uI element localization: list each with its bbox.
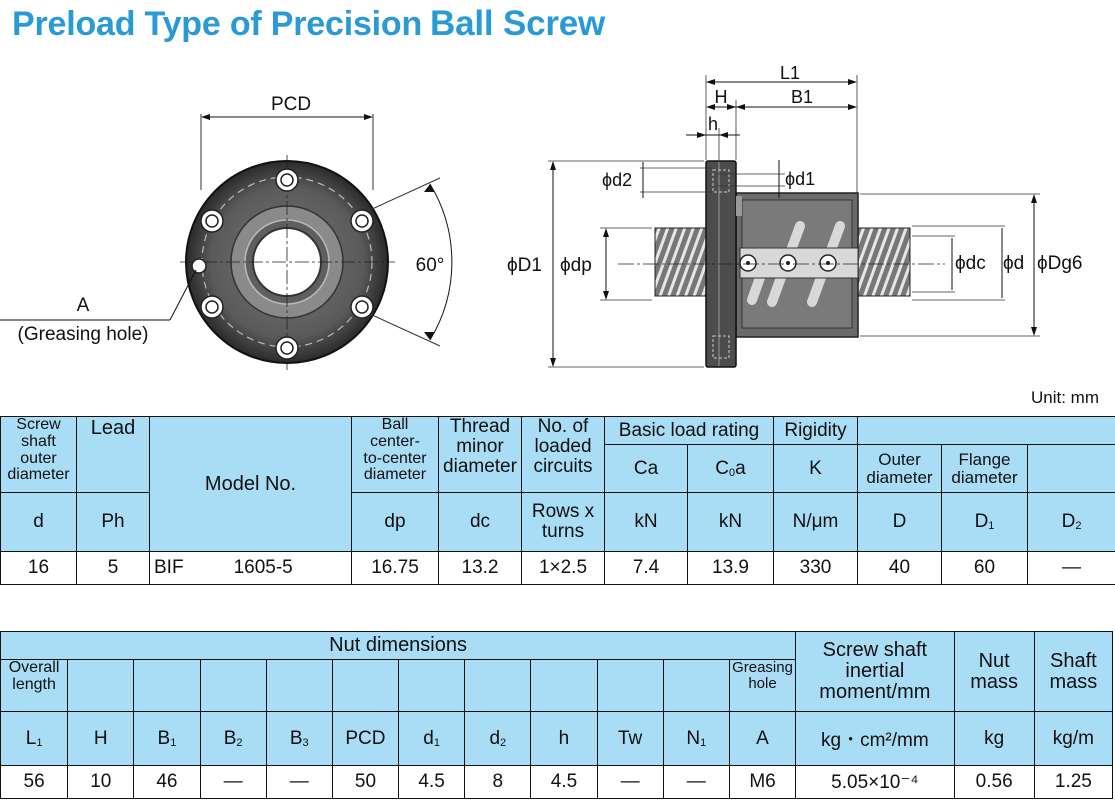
- d1-label: ϕd1: [785, 169, 816, 189]
- cell-B1: 46: [134, 766, 200, 799]
- pcd-label: PCD: [270, 94, 312, 115]
- technical-drawing: [0, 0, 1115, 400]
- cell-h: 4.5: [531, 766, 597, 799]
- header-c0a: $C_0a$: [688, 445, 774, 493]
- cell-H: 10: [68, 766, 134, 799]
- l1-label: L1: [779, 63, 801, 83]
- d-label: ϕd: [1003, 253, 1025, 274]
- dc-label: ϕdc: [955, 253, 986, 274]
- unit-B1: $B_1$: [134, 712, 200, 766]
- unit-d1: $d_1$: [399, 712, 465, 766]
- cell-PCD: 50: [332, 766, 398, 799]
- unit-PCD: PCD: [332, 712, 398, 766]
- cell-model: BIF 1605-5: [150, 552, 352, 585]
- unit-h: h: [531, 712, 597, 766]
- unit-B2: $B_2$: [200, 712, 266, 766]
- cell-N1: —: [663, 766, 729, 799]
- unit-rows-turns: Rows x turns: [522, 493, 605, 552]
- unit-d2: $d_2$: [465, 712, 531, 766]
- title-part-2: Ball Screw: [430, 4, 606, 43]
- unit-kg: kg: [954, 712, 1034, 766]
- header-nut-mass: Nut mass: [954, 632, 1034, 712]
- unit-kn-c0a: kN: [688, 493, 774, 552]
- title-part-1: Preload Type of Precision: [12, 5, 423, 43]
- cell-Tw: —: [597, 766, 663, 799]
- cell-ph: 5: [77, 552, 150, 585]
- header-lead: Lead: [77, 417, 150, 493]
- cell-d1: 4.5: [399, 766, 465, 799]
- cell-ca: 7.4: [605, 552, 688, 585]
- h-label: H: [714, 87, 728, 107]
- unit-Tw: Tw: [597, 712, 663, 766]
- header-blank: [858, 417, 1115, 445]
- front-view: [0, 94, 452, 370]
- side-view: [507, 63, 1083, 367]
- header-empty-n1: [663, 660, 729, 712]
- unit-dc: dc: [439, 493, 522, 552]
- header-loaded-circuits: No. of loaded circuits: [522, 417, 605, 493]
- header-inertial-moment: Screw shaft inertial moment/mm: [796, 632, 954, 712]
- cell-nut-mass: 0.56: [954, 766, 1034, 799]
- cell-k: 330: [774, 552, 858, 585]
- cell-L1: 56: [1, 766, 68, 799]
- b1-label: B1: [790, 87, 814, 107]
- cell-D2: —: [1028, 552, 1115, 585]
- cell-d: 16: [1, 552, 77, 585]
- header-empty-pcd: [332, 660, 398, 712]
- unit-n-um: N/μm: [774, 493, 858, 552]
- header-outer-diameter: Outer diameter: [858, 445, 942, 493]
- header-ca: Ca: [605, 445, 688, 493]
- cell-rows: 1×2.5: [522, 552, 605, 585]
- header-model-no: Model No.: [150, 417, 352, 552]
- header-empty-tw: [597, 660, 663, 712]
- header-greasing-hole: Greasing hole: [729, 660, 795, 712]
- unit-N1: $N_1$: [663, 712, 729, 766]
- small-h-label: h: [707, 114, 719, 134]
- header-empty-b2: [200, 660, 266, 712]
- unit-D: D: [858, 493, 942, 552]
- header-empty-d1: [399, 660, 465, 712]
- header-rigidity: Rigidity: [774, 417, 858, 445]
- cell-dc: 13.2: [439, 552, 522, 585]
- cell-B3: —: [266, 766, 332, 799]
- unit-ph: Ph: [77, 493, 150, 552]
- header-empty-b1: [134, 660, 200, 712]
- unit-L1: $L_1$: [1, 712, 68, 766]
- unit-D2: $D_2$: [1028, 493, 1115, 552]
- cell-D1: 60: [942, 552, 1028, 585]
- cell-inertia: 5.05×10⁻⁴: [796, 766, 954, 799]
- unit-H: H: [68, 712, 134, 766]
- angle-label: 60°: [415, 255, 445, 276]
- d2-label: ϕd2: [602, 170, 633, 190]
- greasing-hole-letter: A: [76, 295, 90, 316]
- header-ball-center: Ball center- to-center diameter: [352, 417, 439, 493]
- header-screw-shaft: Screw shaft outer diameter: [1, 417, 77, 493]
- cell-A: M6: [729, 766, 795, 799]
- header-nut-dimensions: Nut dimensions: [1, 632, 796, 660]
- cell-D: 40: [858, 552, 942, 585]
- unit-D1: $D_1$: [942, 493, 1028, 552]
- greasing-hole-label: (Greasing hole): [17, 324, 149, 345]
- unit-label: Unit: mm: [1031, 388, 1099, 407]
- cell-B2: —: [200, 766, 266, 799]
- unit-kg-cm2-mm: kg・cm²/mm: [796, 712, 954, 766]
- cell-c0a: 13.9: [688, 552, 774, 585]
- unit-d: d: [1, 493, 77, 552]
- header-empty-h-small: [531, 660, 597, 712]
- header-empty-b3: [266, 660, 332, 712]
- dp-label: ϕdp: [560, 255, 592, 276]
- D1-label: ϕD1: [507, 255, 542, 276]
- spec-table-2: [0, 631, 1113, 799]
- header-k: K: [774, 445, 858, 493]
- header-empty-d2: [465, 660, 531, 712]
- unit-dp: dp: [352, 493, 439, 552]
- cell-dp: 16.75: [352, 552, 439, 585]
- header-flange-diameter: Flange diameter: [942, 445, 1028, 493]
- cell-shaft-mass: 1.25: [1034, 766, 1112, 799]
- header-shaft-mass: Shaft mass: [1034, 632, 1112, 712]
- header-empty-h: [68, 660, 134, 712]
- header-basic-load-rating: Basic load rating: [605, 417, 774, 445]
- unit-B3: $B_3$: [266, 712, 332, 766]
- unit-kn-ca: kN: [605, 493, 688, 552]
- unit-A: A: [729, 712, 795, 766]
- header-blank-2: [1028, 445, 1115, 493]
- cell-d2: 8: [465, 766, 531, 799]
- unit-kg-m: kg/m: [1034, 712, 1112, 766]
- Dg6-label: ϕDg6: [1037, 253, 1083, 274]
- header-overall-length: Overall length: [1, 660, 68, 712]
- spec-table-1: [0, 416, 1115, 585]
- header-thread-minor: Thread minor diameter: [439, 417, 522, 493]
